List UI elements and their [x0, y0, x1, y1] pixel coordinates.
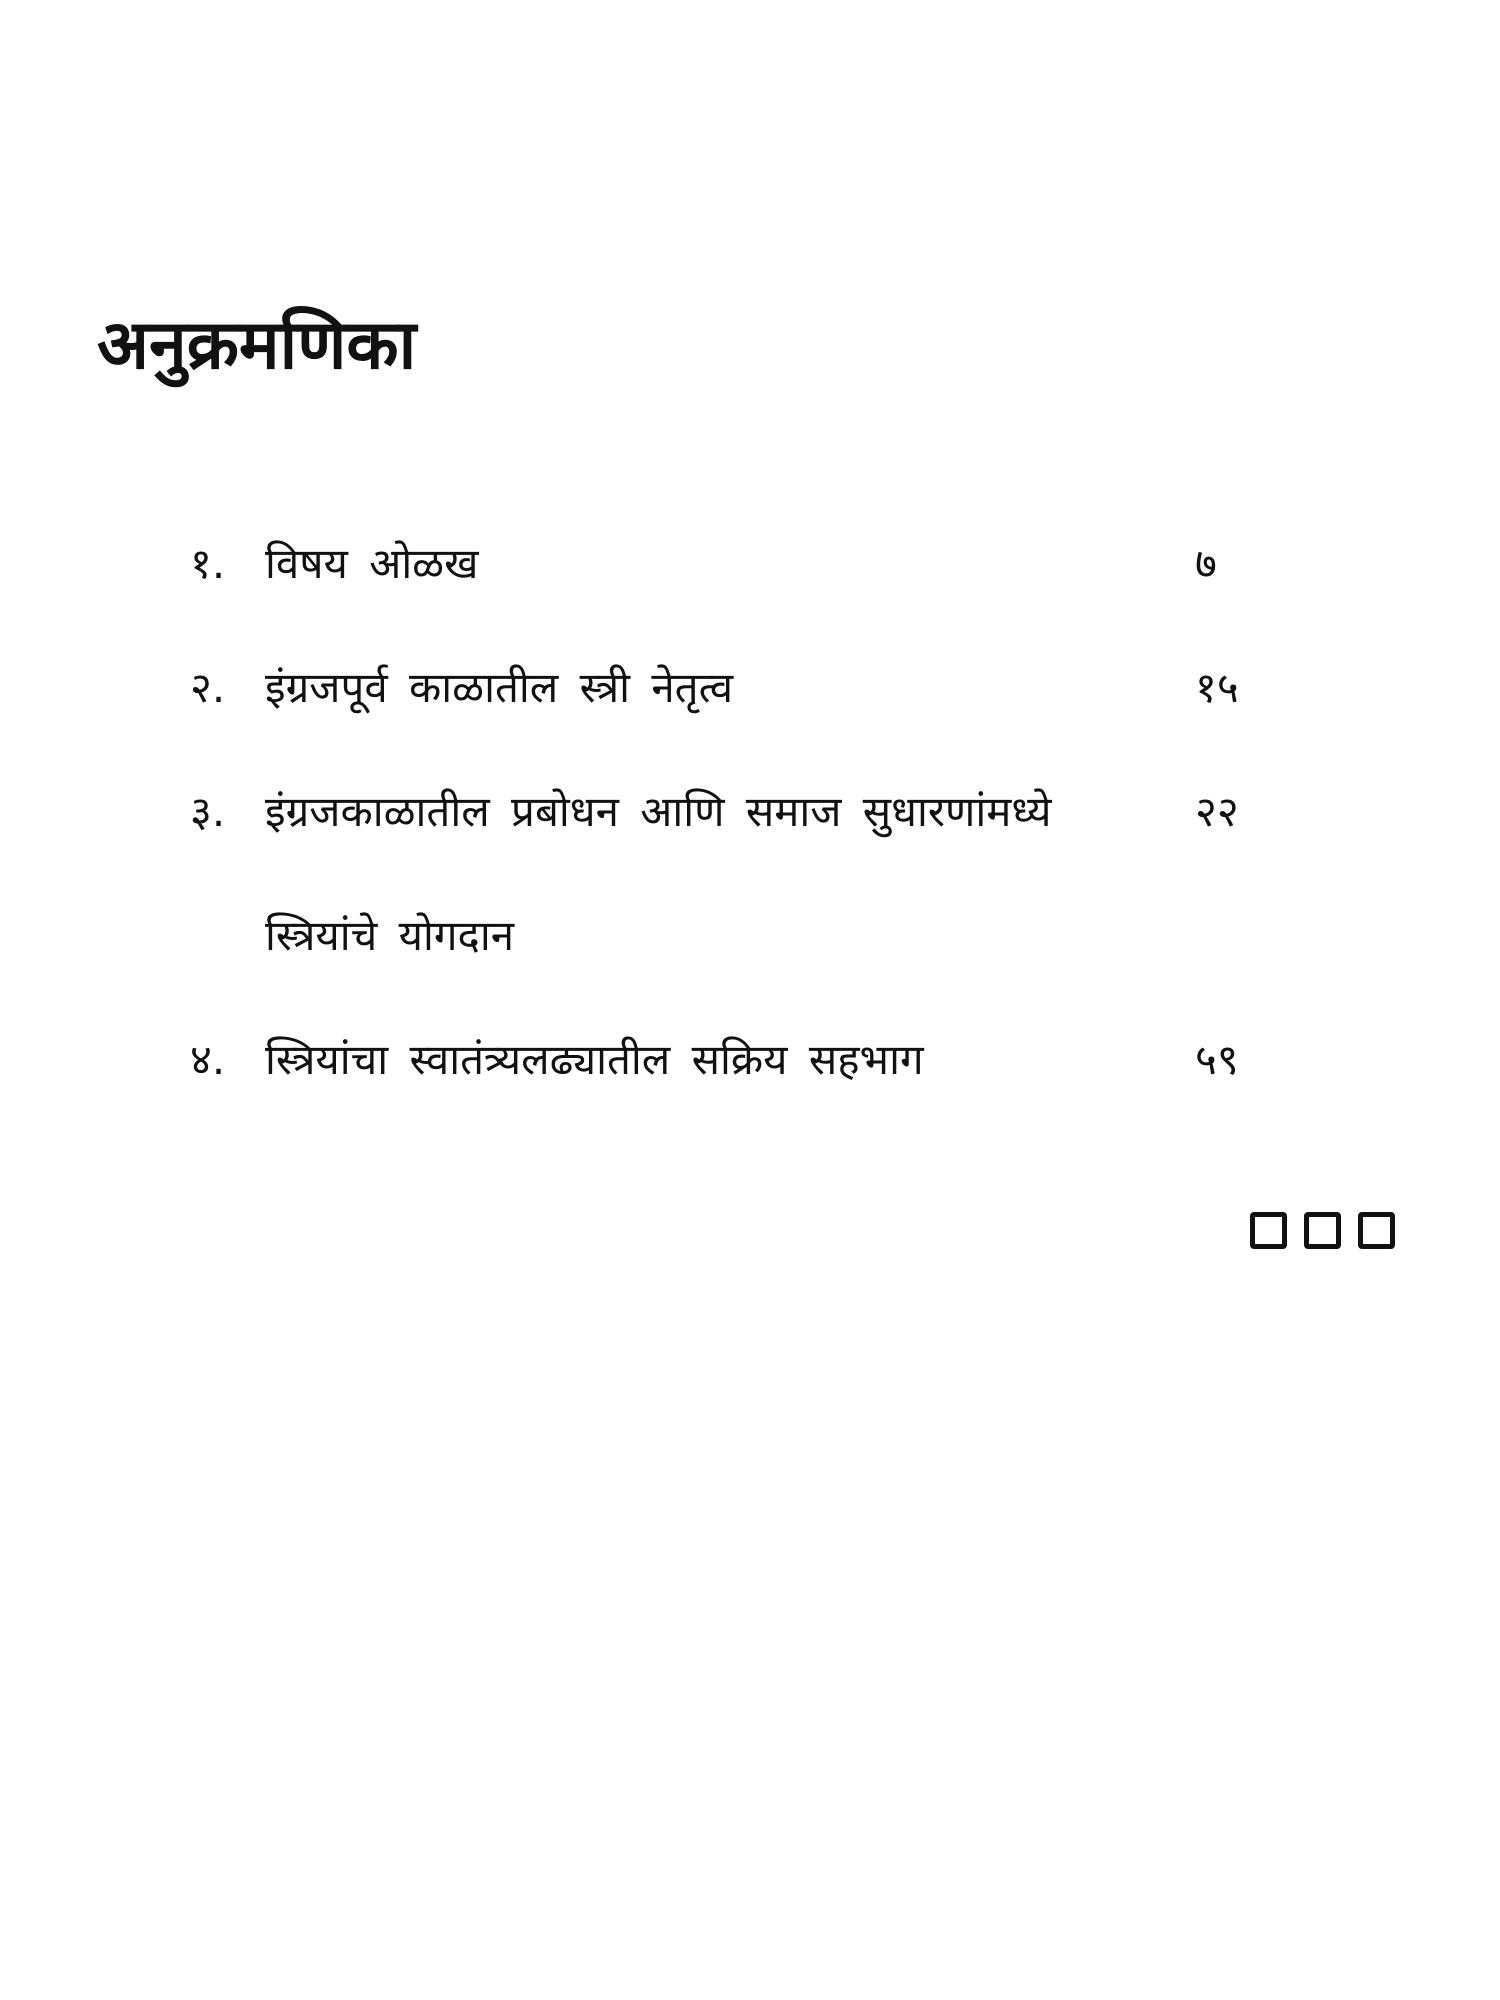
page-title: अनुक्रमणिका [97, 306, 417, 385]
toc-entry-page-number: २२ [1195, 787, 1239, 836]
toc-entry-number: ४. [190, 1035, 226, 1084]
toc-entry-2 [190, 659, 1270, 783]
toc-entry-title [265, 1031, 1125, 1089]
square-icon [1304, 1212, 1341, 1249]
toc-entry-1 [190, 535, 1270, 659]
toc-entry-title [265, 535, 1125, 593]
table-of-contents [190, 535, 1270, 1155]
toc-entry-title-line: इंग्रजकाळातील प्रबोधन आणि समाज सुधारणांमध्ये [265, 787, 1052, 836]
toc-entry-page-number: ५९ [1195, 1035, 1239, 1084]
toc-entry-title-line-2: स्त्रियांचे योगदान [265, 911, 515, 960]
toc-entry-title-line: इंग्रजपूर्व काळातील स्त्री नेतृत्व [265, 663, 734, 712]
toc-entry-4 [190, 1031, 1270, 1155]
toc-entry-page-number: १५ [1195, 663, 1239, 712]
end-of-section-marker [1250, 1212, 1395, 1249]
toc-entry-title [265, 659, 1125, 717]
square-icon [1358, 1212, 1395, 1249]
toc-entry-number: २. [190, 663, 226, 712]
square-icon [1250, 1212, 1287, 1249]
toc-entry-title-line: विषय ओळख [265, 539, 479, 588]
toc-entry-title-line: स्त्रियांचा स्वातंत्र्यलढ्यातील सक्रिय सहभाग [265, 1035, 924, 1084]
toc-entry-number: ३. [190, 787, 226, 836]
toc-entry-3 [190, 783, 1270, 1031]
toc-entry-page-number: ७ [1195, 539, 1217, 588]
toc-entry-number: १. [190, 539, 226, 588]
toc-entry-title [265, 783, 1125, 965]
